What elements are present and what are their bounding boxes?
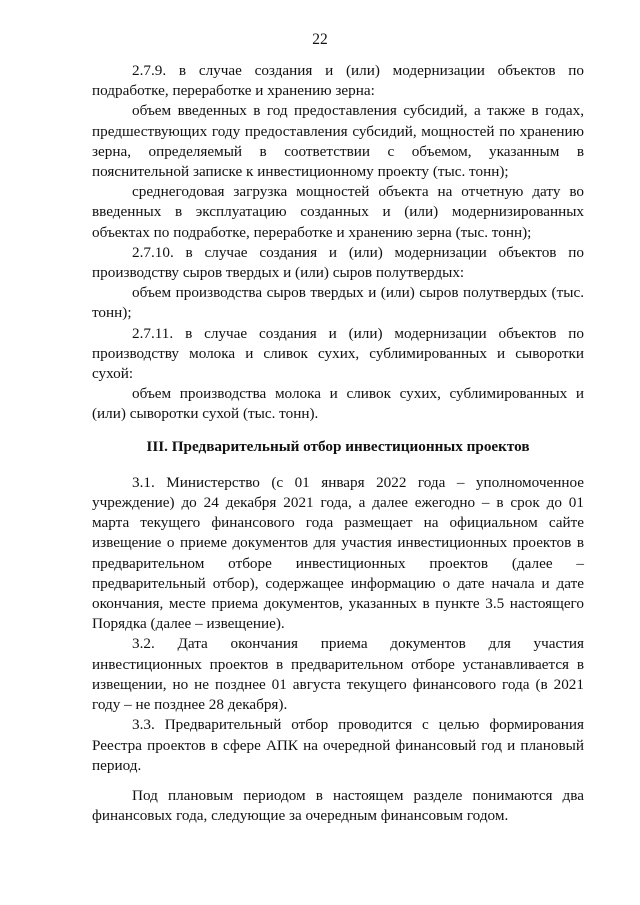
paragraph-dry-milk-production-volume: объем производства молока и сливок сухих, сублимированных и (или) сыворотки сухой (тыс. тонн). xyxy=(92,385,584,423)
page-number: 22 xyxy=(312,31,328,48)
paragraph-3-2: 3.2. Дата окончания приема документов для участия инвестиционных проектов в предварительном отборе устанавливается в извещении, но не позднее 01 августа текущего финансового года (в 2021 году – не позднее 28 декабря). xyxy=(92,635,584,714)
section-heading: III. Предварительный отбор инвестиционных проектов xyxy=(146,437,530,455)
paragraph-grain-average-load: среднегодовая загрузка мощностей объекта на отчетную дату во введенных в эксплуатацию созданных и (или) модернизированных объектах по подработке, переработке и хранению зерна (тыс. тонн); xyxy=(92,183,584,241)
paragraph-3-3: 3.3. Предварительный отбор проводится с целью формирования Реестра проектов в сфере АПК на очередной финансовый год и плановый период. xyxy=(92,716,584,774)
paragraph-2-7-11: 2.7.11. в случае создания и (или) модернизации объектов по производству молока и сливок сухих, сублимированных и сыворотки сухой: xyxy=(92,324,584,383)
paragraph-2-7-10: 2.7.10. в случае создания и (или) модернизации объектов по производству сыров твердых и (или) сыров полутвердых: xyxy=(92,243,584,282)
document-body xyxy=(92,61,584,826)
paragraph-grain-storage-capacity: объем введенных в год предоставления субсидий, а также в годах, предшествующих году предоставления субсидий, мощностей по хранению зерна, определяемый в соответствии с объемом, указанным в пояснительной записке к инвестиционному проекту (тыс. тонн); xyxy=(92,102,584,181)
paragraph-3-1: 3.1. Министерство (с 01 января 2022 года – уполномоченное учреждение) до 24 декабря 2021 года, а далее ежегодно – в срок до 01 марта текущего финансового года размещает на официальном сайте извещение о приеме документов для участия инвестиционных проектов в предварительном отборе инвестиционных проектов (далее – предварительный отбор), содержащее информацию о дате начала и дате окончания, месте приема документов, указанных в пункте 3.5 настоящего Порядка (далее – извещение). xyxy=(92,473,584,633)
paragraph-cheese-production-volume: объем производства сыров твердых и (или) сыров полутвердых (тыс. тонн); xyxy=(92,284,584,322)
paragraph-planning-period: Под плановым периодом в настоящем разделе понимаются два финансовых года, следующие за очередным финансовым годом. xyxy=(92,786,584,825)
paragraph-2-7-9: 2.7.9. в случае создания и (или) модернизации объектов по подработке, переработке и хранению зерна: xyxy=(92,62,584,100)
